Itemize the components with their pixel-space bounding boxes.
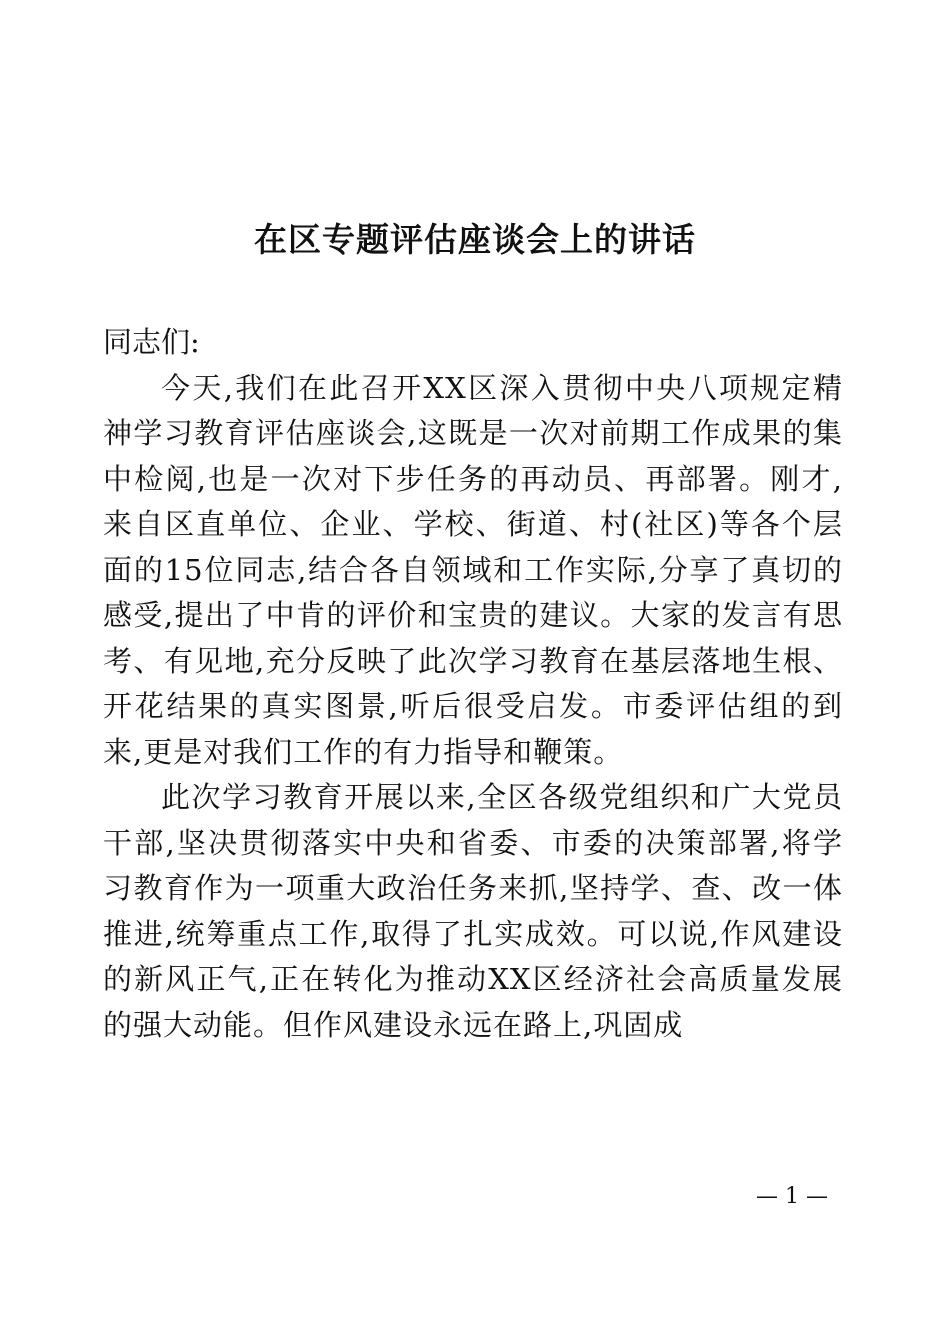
salutation: 同志们: [103,325,200,359]
paragraph-2: 此次学习教育开展以来,全区各级党组织和广大党员干部,坚决贯彻落实中央和省委、市委的决策部署,将学习教育作为一项重大政治任务来抓,坚持学、查、改一体推进,统筹重点工作,取得了扎实成效。可以说,作风建设的新风正气,正在转化为推动XX区经济社会高质量发展的强大动能。但作风建设永远在路上,巩固成 [103,780,843,1042]
paragraph-1: 今天,我们在此召开XX区深入贯彻中央八项规定精神学习教育评估座谈会,这既是一次对前期工作成果的集中检阅,也是一次对下步任务的再动员、再部署。刚才,来自区直单位、企业、学校、街道、村(社区)等各个层面的15位同志,结合各自领域和工作实际,分享了真切的感受,提出了中肯的评价和宝贵的建议。大家的发言有思考、有见地,充分反映了此次学习教育在基层落地生根、开花结果的真实图景,听后很受启发。市委评估组的到来,更是对我们工作的有力指导和鞭策。 [103,370,843,769]
document-body [103,320,843,1048]
page-number: — 1 — [756,1184,828,1209]
document-title: 在区专题评估座谈会上的讲话 [254,220,696,259]
